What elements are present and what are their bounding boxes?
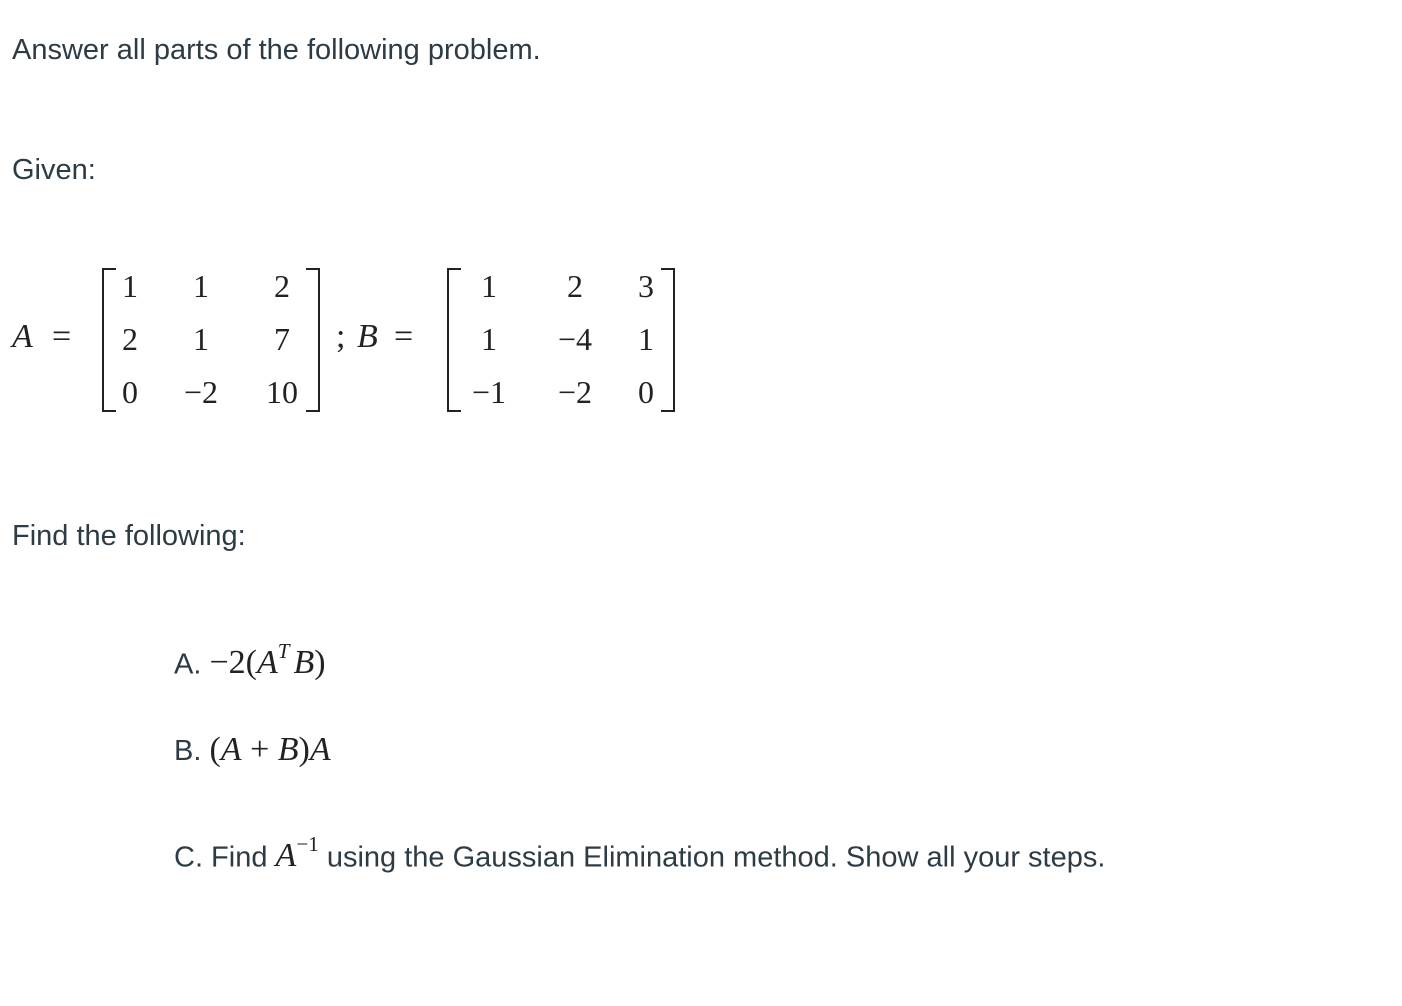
matrix-b-cell: 2 [567,268,583,304]
matrix-b-cell: 1 [481,321,497,357]
part-b-label: B. [174,735,202,767]
matrix-a-cell: 0 [122,374,138,410]
part-a-expression: $-2(A^T$ B) [209,638,326,682]
matrix-b-right-bracket [661,268,675,412]
matrix-b-name: B [357,318,378,355]
part-b-expression: (A + B)A [209,731,331,768]
part-a [174,636,326,682]
matrix-b-equals: = [394,318,414,355]
matrix-a-equals: = [52,318,72,355]
given-label: Given: [12,154,96,186]
matrix-b-cell: −1 [471,374,507,410]
matrix-b-cell: −4 [557,321,593,357]
matrix-a-cell: 7 [274,321,290,357]
matrix-b-cell: −2 [557,374,593,410]
matrix-a-cell: −2 [183,374,219,410]
part-b [174,732,331,769]
matrix-a-left-bracket [102,268,116,412]
instructions-text: Answer all parts of the following problem. [12,34,541,66]
part-a-label: A. [174,648,202,681]
part-c-text: using the Gaussian Elimination method. Show all your steps. [326,841,1106,874]
matrix-a-name: A [12,318,33,355]
find-label: Find the following: [12,520,246,552]
matrix-a-cell: 10 [266,374,298,410]
matrix-a-cell: 1 [122,268,138,304]
matrix-a-cell: 2 [122,321,138,357]
part-c-label: C. Find [174,841,268,874]
matrix-a-cell: 2 [274,268,290,304]
matrix-a-cell: 1 [193,321,209,357]
matrix-b-cell: 1 [638,321,654,357]
matrix-b-cell: 1 [481,268,497,304]
part-c [174,829,1105,875]
matrix-b-cell: 3 [638,268,654,304]
matrix-b-cell: 0 [638,374,654,410]
matrix-separator: ; [336,318,346,355]
matrix-b-left-bracket [447,268,461,412]
matrix-a-cell: 1 [193,268,209,304]
matrix-a-right-bracket [306,268,320,412]
part-c-expression: $A^{-1}$ [275,831,319,875]
